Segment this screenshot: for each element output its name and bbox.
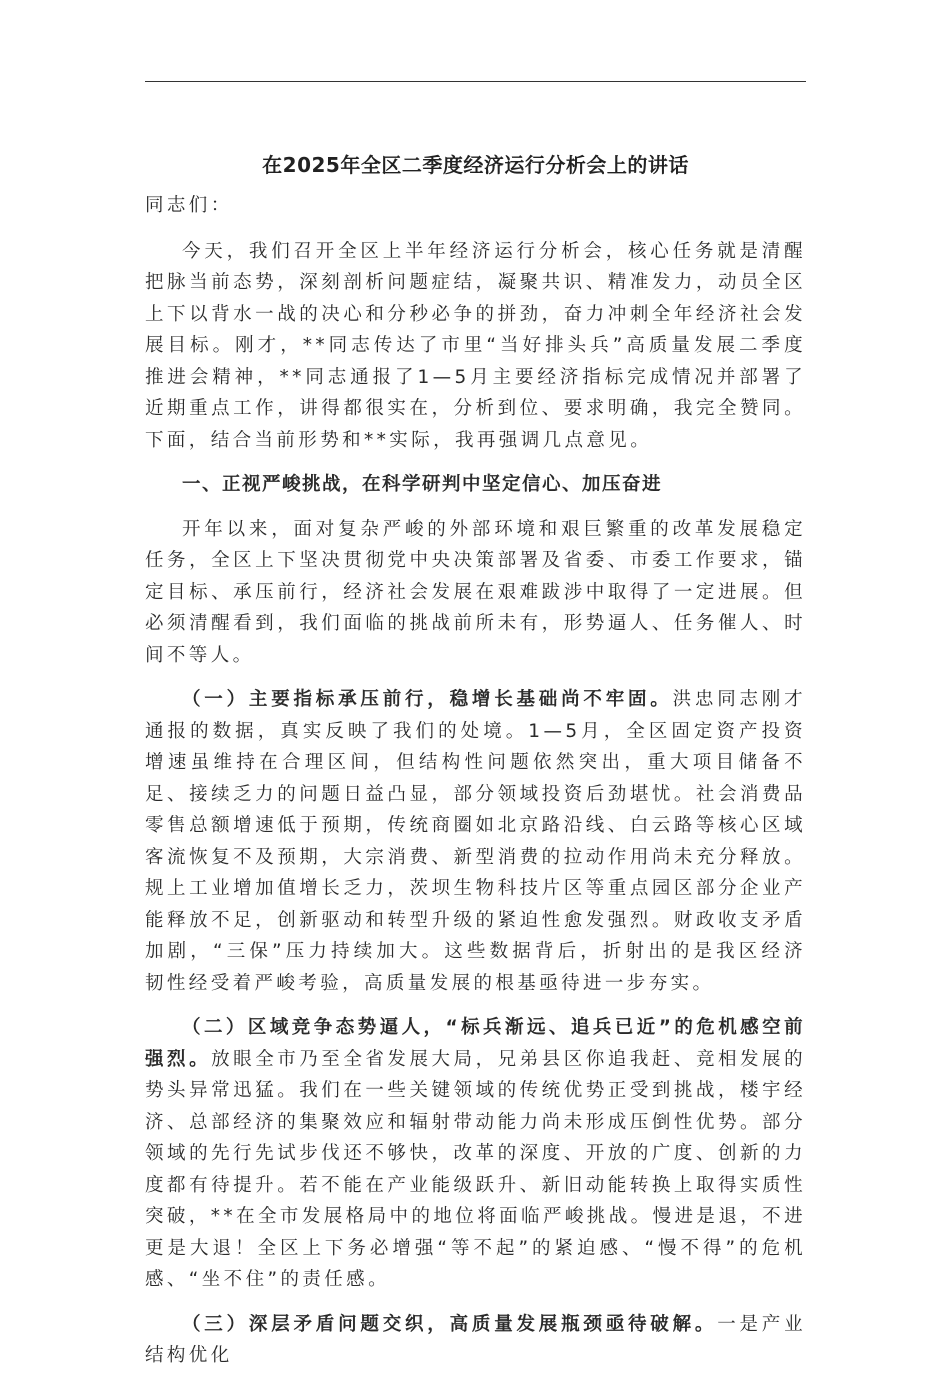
paragraph-overview: 开年以来，面对复杂严峻的外部环境和艰巨繁重的改革发展稳定任务，全区上下坚决贯彻党中央决策部署及省委、市委工作要求，锚定目标、承压前行，经济社会发展在艰难跋涉中取得了一定进展。但必须清醒看到，我们面临的挑战前所未有，形势逼人、任务催人、时间不等人。 (145, 518, 806, 666)
paragraph-subsection-2 (145, 1012, 806, 1296)
subsection-1-lead: （一）主要指标承压前行，稳增长基础尚不牢固。 (182, 689, 673, 710)
paragraph-subsection-3 (145, 1309, 806, 1372)
paragraph-subsection-1 (145, 684, 806, 999)
paragraph-intro: 今天，我们召开全区上半年经济运行分析会，核心任务就是清醒把脉当前态势，深刻剖析问题症结，凝聚共识、精准发力，动员全区上下以背水一战的决心和分秒必争的拼劲，奋力冲刺全年经济社会发展目标。刚才，**同志传达了市里“当好排头兵”高质量发展二季度推进会精神，**同志通报了1—5月主要经济指标完成情况并部署了近期重点工作，讲得都很实在，分析到位、要求明确，我完全赞同。下面，结合当前形势和**实际，我再强调几点意见。 (145, 240, 806, 451)
subsection-2-lead: （二）区域竞争态势逼人，“标兵渐远、追兵已近”的危机感空前强烈。 (145, 1017, 806, 1070)
subsection-3-body: 一是产业结构优化 (145, 1313, 806, 1366)
header-rule (145, 81, 806, 82)
subsection-1-body: 洪忠同志刚才通报的数据，真实反映了我们的处境。1—5月，全区固定资产投资增速虽维持在合理区间，但结构性问题依然突出，重大项目储备不足、接续乏力的问题日益凸显，部分领域投资后劲堪忧。社会消费品零售总额增速低于预期，传统商圈如北京路沿线、白云路等核心区域客流恢复不及预期，大宗消费、新型消费的拉动作用尚未充分释放。规上工业增加值增长乏力，茨坝生物科技片区等重点园区部分企业产能释放不足，创新驱动和转型升级的紧迫性愈发强烈。财政收支矛盾加剧，“三保”压力持续加大。这些数据背后，折射出的是我区经济韧性经受着严峻考验，高质量发展的根基亟待进一步夯实。 (145, 689, 806, 994)
subsection-3-lead: （三）深层矛盾问题交织，高质量发展瓶颈亟待破解。 (182, 1313, 718, 1335)
greeting: 同志们： (145, 195, 233, 216)
section-heading-1: 一、正视严峻挑战，在科学研判中坚定信心、加压奋进 (182, 474, 663, 495)
subsection-2-body: 放眼全市乃至全省发展大局，兄弟县区你追我赶、竞相发展的势头异常迅猛。我们在一些关键领域的传统优势正受到挑战，楼宇经济、总部经济的集聚效应和辐射带动能力尚未形成压倒性优势。部分领域的先行先试步伐还不够快，改革的深度、开放的广度、创新的力度都有待提升。若不能在产业能级跃升、新旧动能转换上取得实质性突破，**在全市发展格局中的地位将面临严峻挑战。慢进是退，不进更是大退！全区上下务必增强“等不起”的紧迫感、“慢不得”的危机感、“坐不住”的责任感。 (145, 1048, 806, 1290)
document-body (145, 148, 806, 1385)
document-title: 在2025年全区二季度经济运行分析会上的讲话 (262, 153, 689, 177)
